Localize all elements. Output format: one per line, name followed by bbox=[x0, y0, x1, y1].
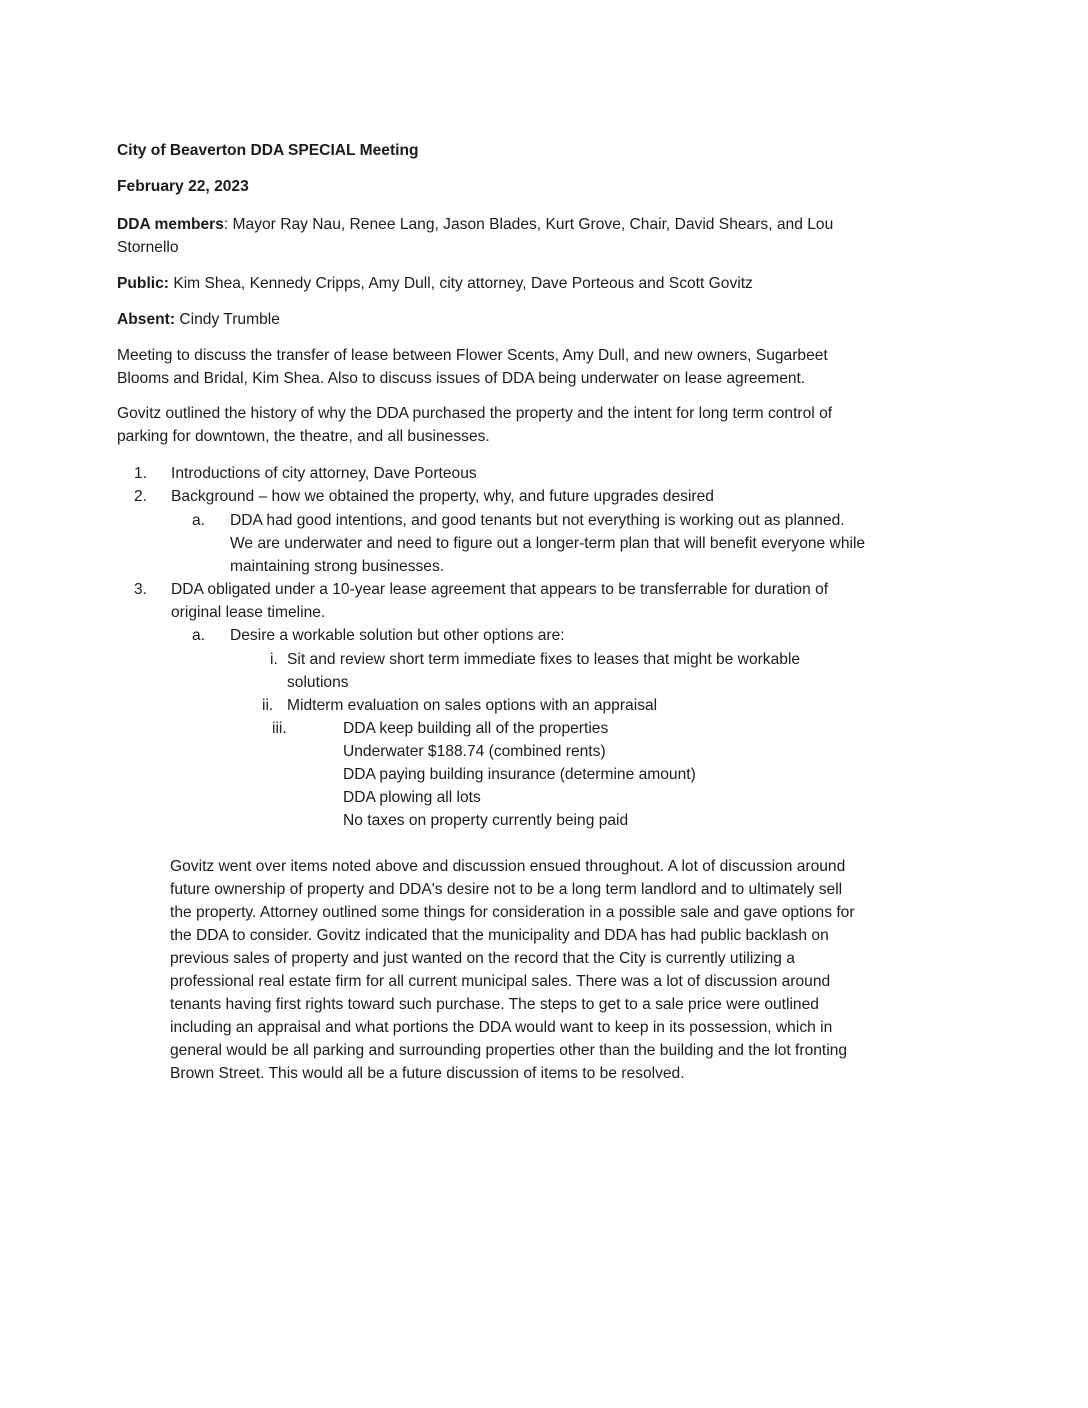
roman-iii-number: iii. bbox=[272, 720, 287, 737]
absent-label: Absent: bbox=[117, 311, 176, 328]
agenda-item-3a-text: Desire a workable solution but other options are: bbox=[230, 627, 565, 644]
roman-iii-line: DDA paying building insurance (determine amount) bbox=[343, 766, 696, 783]
absent-text: Cindy Trumble bbox=[175, 311, 280, 328]
agenda-item-2a-text: DDA had good intentions, and good tenants but not everything is working out as planned. We are underwater and need to figure out a longer-term plan that will benefit everyone while maintaining strong businesses. bbox=[230, 512, 866, 575]
public-label: Public: bbox=[117, 275, 169, 292]
agenda-item-3a-letter: a. bbox=[192, 627, 206, 644]
agenda-item-2a-letter: a. bbox=[192, 512, 206, 529]
agenda-item-2-number: 2. bbox=[133, 488, 147, 505]
public-text: Kim Shea, Kennedy Cripps, Amy Dull, city attorney, Dave Porteous and Scott Govitz bbox=[168, 275, 753, 292]
purpose-paragraph: Meeting to discuss the transfer of lease between Flower Scents, Amy Dull, and new owners, Sugarbeet Blooms and Bridal, Kim Shea. Also to discuss issues of DDA being underwater on lease agreement. bbox=[117, 347, 828, 387]
public-paragraph bbox=[117, 272, 877, 295]
roman-ii-text: Midterm evaluation on sales options with an appraisal bbox=[287, 697, 658, 714]
agenda-item-2-text: Background – how we obtained the property, why, and future upgrades desired bbox=[171, 488, 714, 505]
roman-i-number: i. bbox=[270, 651, 278, 668]
roman-iii-line: DDA keep building all of the properties bbox=[343, 720, 609, 737]
agenda-item-1-text: Introductions of city attorney, Dave Porteous bbox=[171, 465, 477, 482]
meeting-title: City of Beaverton DDA SPECIAL Meeting bbox=[117, 142, 419, 159]
agenda-item-3-text: DDA obligated under a 10-year lease agreement that appears to be transferrable for duration of original lease timeline. bbox=[171, 581, 829, 621]
roman-iii-line: DDA plowing all lots bbox=[343, 789, 481, 806]
history-paragraph: Govitz outlined the history of why the DDA purchased the property and the intent for long term control of parking for downtown, the theatre, and all businesses. bbox=[117, 405, 833, 445]
roman-i-text: Sit and review short term immediate fixes to leases that might be workable solutions bbox=[287, 651, 801, 691]
agenda-item-3-number: 3. bbox=[133, 581, 147, 598]
meeting-date: February 22, 2023 bbox=[117, 178, 249, 195]
members-label: DDA members bbox=[117, 216, 224, 233]
roman-ii-number: ii. bbox=[262, 697, 274, 714]
roman-iii-line: No taxes on property currently being paid bbox=[343, 812, 629, 829]
absent-paragraph bbox=[117, 308, 877, 331]
agenda-item-1-number: 1. bbox=[133, 465, 147, 482]
roman-iii-line: Underwater $188.74 (combined rents) bbox=[343, 743, 606, 760]
discussion-paragraph: Govitz went over items noted above and discussion ensued throughout. A lot of discussion around future ownership of property and DDA's desire not to be a long term landlord and to ultimately sell the property. Attorney outlined some things for consideration in a possible sale and gave options for the DDA to consider. Govitz indicated that the municipality and DDA has had public backlash on previous sales of property and just wanted on the record that the City is currently utilizing a professional real estate firm for all current municipal sales. There was a lot of discussion around tenants having first rights toward such purchase. The steps to get to a sale price were outlined including an appraisal and what portions the DDA would want to keep in its possession, which in general would be all parking and surrounding properties other than the building and the lot fronting Brown Street. This would all be a future discussion of items to be resolved. bbox=[170, 858, 855, 1082]
members-paragraph bbox=[117, 213, 877, 259]
members-text: : Mayor Ray Nau, Renee Lang, Jason Blades, Kurt Grove, Chair, David Shears, and Lou Stornello bbox=[117, 216, 834, 256]
